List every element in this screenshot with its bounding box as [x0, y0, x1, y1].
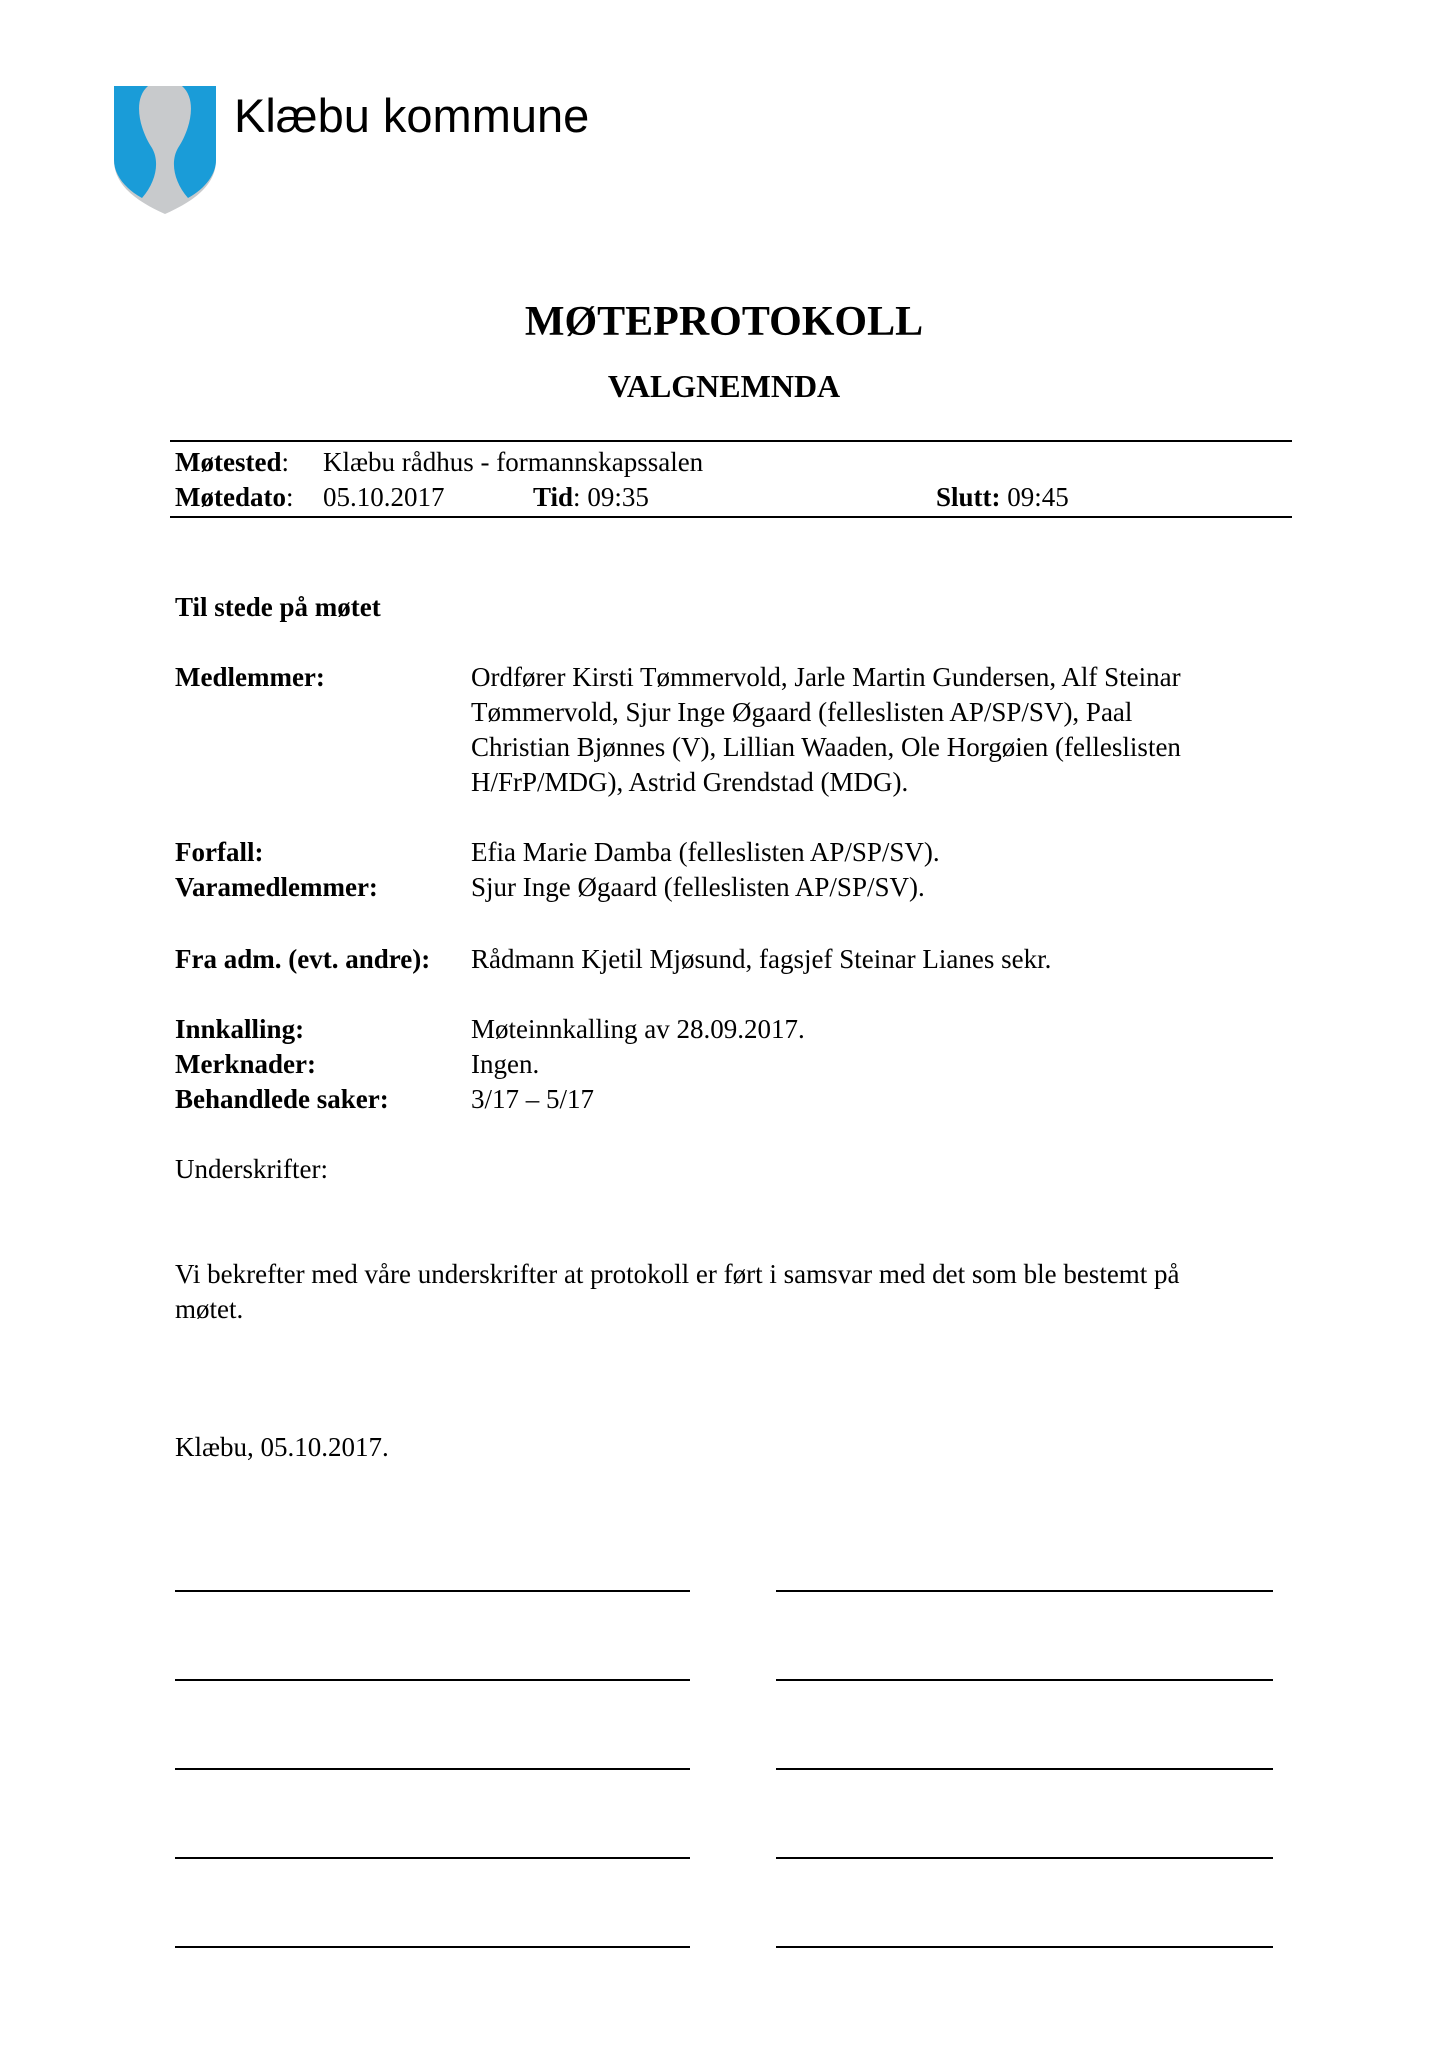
notice-value: Møteinnkalling av 28.09.2017. — [471, 1014, 805, 1044]
signature-line[interactable] — [175, 1590, 690, 1592]
meeting-time-colon: : — [573, 482, 581, 512]
absent-value: Efia Marie Damba (felleslisten AP/SP/SV). — [471, 837, 940, 867]
members-line: Christian Bjønnes (V), Lillian Waaden, Ole Horgøien (felleslisten — [471, 732, 1181, 762]
signature-line[interactable] — [175, 1768, 690, 1770]
cases-label: Behandlede saker: — [175, 1084, 389, 1114]
attendance-heading: Til stede på møtet — [175, 592, 381, 622]
meeting-end-row — [936, 480, 1069, 515]
meeting-time-value: 09:35 — [587, 482, 649, 512]
absent-label: Forfall: — [175, 837, 264, 867]
signature-line[interactable] — [175, 1946, 690, 1948]
signature-line[interactable] — [776, 1679, 1273, 1681]
confirmation-line: Vi bekrefter med våre underskrifter at protokoll er ført i samsvar med det som ble bestemt på — [175, 1259, 1180, 1289]
signature-line[interactable] — [776, 1768, 1273, 1770]
meeting-date-label: Møtedato — [175, 482, 286, 512]
signature-line[interactable] — [175, 1679, 690, 1681]
document-title: MØTEPROTOKOLL — [524, 299, 924, 345]
signature-line[interactable] — [776, 1946, 1273, 1948]
members-label: Medlemmer: — [175, 662, 325, 692]
deputies-label: Varamedlemmer: — [175, 872, 378, 902]
meeting-place-colon: : — [281, 447, 289, 477]
admin-label: Fra adm. (evt. andre): — [175, 944, 431, 974]
meeting-place-value: Klæbu rådhus - formannskapssalen — [323, 447, 704, 477]
klaebu-coat-of-arms-icon — [112, 86, 218, 214]
admin-value: Rådmann Kjetil Mjøsund, fagsjef Steinar Lianes sekr. — [471, 944, 1052, 974]
meeting-end-value: 09:45 — [1007, 482, 1069, 512]
signature-line[interactable] — [175, 1857, 690, 1859]
signature-line[interactable] — [776, 1857, 1273, 1859]
members-line: Tømmervold, Sjur Inge Øgaard (felleslisten AP/SP/SV), Paal — [471, 697, 1133, 727]
remarks-label: Merknader: — [175, 1049, 316, 1079]
meeting-date-value: 05.10.2017 — [323, 482, 445, 512]
signature-line[interactable] — [776, 1590, 1273, 1592]
confirmation-line: møtet. — [175, 1294, 244, 1324]
meeting-date-row — [175, 480, 293, 515]
top-divider — [170, 440, 1292, 442]
meeting-end-label: Slutt: — [936, 482, 1001, 512]
members-line: H/FrP/MDG), Astrid Grendstad (MDG). — [471, 767, 909, 797]
bottom-divider — [170, 516, 1292, 518]
meeting-time-label: Tid — [533, 482, 574, 512]
cases-value: 3/17 – 5/17 — [471, 1084, 595, 1114]
place-date: Klæbu, 05.10.2017. — [175, 1432, 389, 1462]
meeting-place-row — [175, 445, 289, 480]
meeting-place-label: Møtested — [175, 447, 282, 477]
notice-label: Innkalling: — [175, 1014, 305, 1044]
remarks-value: Ingen. — [471, 1049, 540, 1079]
organization-name: Klæbu kommune — [234, 89, 590, 142]
deputies-value: Sjur Inge Øgaard (felleslisten AP/SP/SV). — [471, 872, 925, 902]
signatures-heading: Underskrifter: — [175, 1154, 328, 1184]
members-line: Ordfører Kirsti Tømmervold, Jarle Martin Gundersen, Alf Steinar — [471, 662, 1181, 692]
meeting-time-row — [533, 480, 649, 515]
committee-name: VALGNEMNDA — [607, 368, 841, 404]
meeting-date-colon: : — [285, 482, 294, 512]
